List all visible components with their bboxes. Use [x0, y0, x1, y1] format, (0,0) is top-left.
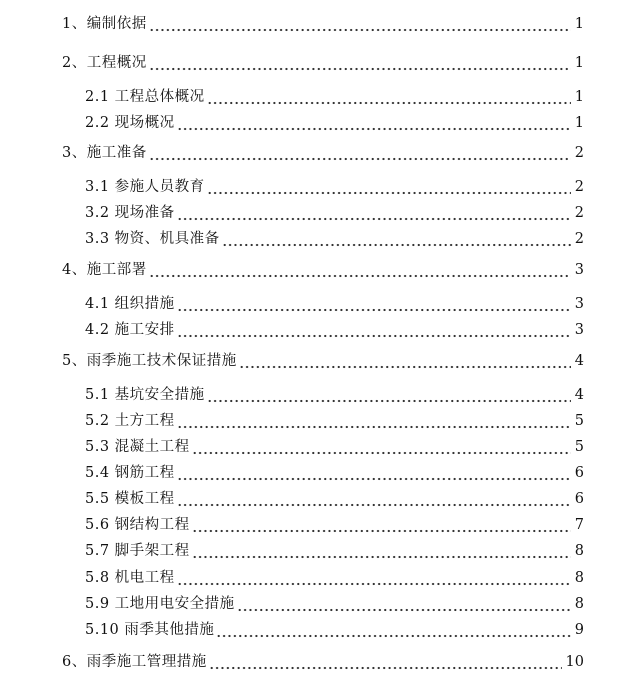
- toc-entry-5-9[interactable]: [85, 593, 584, 615]
- toc-page-number: 1: [574, 16, 584, 32]
- toc-dot-leader: [192, 514, 571, 536]
- toc-entry-5-6[interactable]: [85, 514, 584, 536]
- toc-entry-title: 5.3 混凝土工程: [85, 439, 190, 455]
- toc-entry-title: 4.2 施工安排: [85, 322, 175, 338]
- toc-dot-leader: [209, 651, 562, 673]
- toc-page-number: 7: [574, 517, 584, 533]
- toc-page-number: 6: [574, 491, 584, 507]
- toc-page-number: 3: [574, 262, 584, 278]
- toc-page-number: 6: [574, 465, 584, 481]
- toc-page-number: 1: [574, 89, 584, 105]
- toc-page-number: 9: [574, 622, 584, 638]
- toc-entry-5-3[interactable]: [85, 436, 584, 458]
- toc-entry-title: 5.10 雨季其他措施: [85, 622, 215, 638]
- toc-entry-title: 5.8 机电工程: [85, 570, 175, 586]
- toc-entry-6[interactable]: [62, 651, 584, 673]
- toc-page-number: 2: [574, 231, 584, 247]
- toc-page-number: 5: [574, 439, 584, 455]
- toc-entry-2-2[interactable]: [85, 112, 584, 134]
- toc-dot-leader: [207, 86, 571, 108]
- toc-dot-leader: [239, 350, 571, 372]
- toc-dot-leader: [207, 176, 571, 198]
- toc-dot-leader: [149, 142, 571, 164]
- toc-dot-leader: [177, 202, 571, 224]
- toc-entry-title: 3、施工准备: [62, 145, 147, 161]
- toc-entry-5[interactable]: [62, 350, 584, 372]
- toc-entry-title: 6、雨季施工管理措施: [62, 654, 207, 670]
- toc-entry-2[interactable]: [62, 52, 584, 74]
- toc-entry-4-2[interactable]: [85, 319, 584, 341]
- toc-page-number: 4: [574, 387, 584, 403]
- toc-entry-title: 4.1 组织措施: [85, 296, 175, 312]
- toc-entry-5-10[interactable]: [85, 619, 584, 641]
- toc-dot-leader: [207, 384, 571, 406]
- toc-entry-title: 5.1 基坑安全措施: [85, 387, 205, 403]
- toc-entry-5-1[interactable]: [85, 384, 584, 406]
- toc-entry-5-8[interactable]: [85, 567, 584, 589]
- toc-dot-leader: [149, 259, 571, 281]
- toc-page-number: 2: [574, 145, 584, 161]
- toc-page-number: 8: [574, 596, 584, 612]
- toc-dot-leader: [192, 436, 571, 458]
- toc-entry-title: 5.2 土方工程: [85, 413, 175, 429]
- toc-entry-3-2[interactable]: [85, 202, 584, 224]
- toc-entry-title: 2、工程概况: [62, 55, 147, 71]
- toc-entry-2-1[interactable]: [85, 86, 584, 108]
- toc-dot-leader: [177, 293, 571, 315]
- toc-dot-leader: [177, 488, 571, 510]
- toc-page-number: 4: [574, 353, 584, 369]
- toc-entry-5-7[interactable]: [85, 540, 584, 562]
- toc-dot-leader: [149, 52, 571, 74]
- toc-entry-title: 5.5 模板工程: [85, 491, 175, 507]
- toc-entry-title: 3.3 物资、机具准备: [85, 231, 220, 247]
- toc-dot-leader: [192, 540, 571, 562]
- toc-entry-5-2[interactable]: [85, 410, 584, 432]
- toc-dot-leader: [177, 112, 571, 134]
- toc-entry-4-1[interactable]: [85, 293, 584, 315]
- toc-page-number: 8: [574, 543, 584, 559]
- toc-page-number: 1: [574, 55, 584, 71]
- toc-dot-leader: [177, 462, 571, 484]
- toc-dot-leader: [149, 13, 571, 35]
- toc-entry-title: 1、编制依据: [62, 16, 147, 32]
- toc-page-number: 5: [574, 413, 584, 429]
- toc-entry-title: 3.1 参施人员教育: [85, 179, 205, 195]
- toc-entry-5-5[interactable]: [85, 488, 584, 510]
- toc-dot-leader: [237, 593, 571, 615]
- toc-page-number: 10: [565, 654, 584, 670]
- toc-dot-leader: [222, 228, 571, 250]
- toc-page-number: 3: [574, 296, 584, 312]
- toc-entry-title: 4、施工部署: [62, 262, 147, 278]
- toc-entry-3-1[interactable]: [85, 176, 584, 198]
- toc-entry-3[interactable]: [62, 142, 584, 164]
- toc-page-number: 1: [574, 115, 584, 131]
- toc-dot-leader: [177, 567, 571, 589]
- toc-entry-3-3[interactable]: [85, 228, 584, 250]
- toc-entry-title: 5.4 钢筋工程: [85, 465, 175, 481]
- toc-entry-title: 5.6 钢结构工程: [85, 517, 190, 533]
- toc-page-number: 3: [574, 322, 584, 338]
- toc-entry-title: 2.2 现场概况: [85, 115, 175, 131]
- toc-entry-5-4[interactable]: [85, 462, 584, 484]
- toc-page-number: 2: [574, 179, 584, 195]
- toc-dot-leader: [177, 410, 571, 432]
- toc-entry-title: 3.2 现场准备: [85, 205, 175, 221]
- toc-entry-4[interactable]: [62, 259, 584, 281]
- toc-dot-leader: [177, 319, 571, 341]
- toc-entry-title: 5.7 脚手架工程: [85, 543, 190, 559]
- toc-page-number: 2: [574, 205, 584, 221]
- toc-entry-1[interactable]: [62, 13, 584, 35]
- toc-dot-leader: [216, 619, 570, 641]
- toc-entry-title: 5、雨季施工技术保证措施: [62, 353, 237, 369]
- toc-page-number: 8: [574, 570, 584, 586]
- toc-entry-title: 2.1 工程总体概况: [85, 89, 205, 105]
- toc-entry-title: 5.9 工地用电安全措施: [85, 596, 235, 612]
